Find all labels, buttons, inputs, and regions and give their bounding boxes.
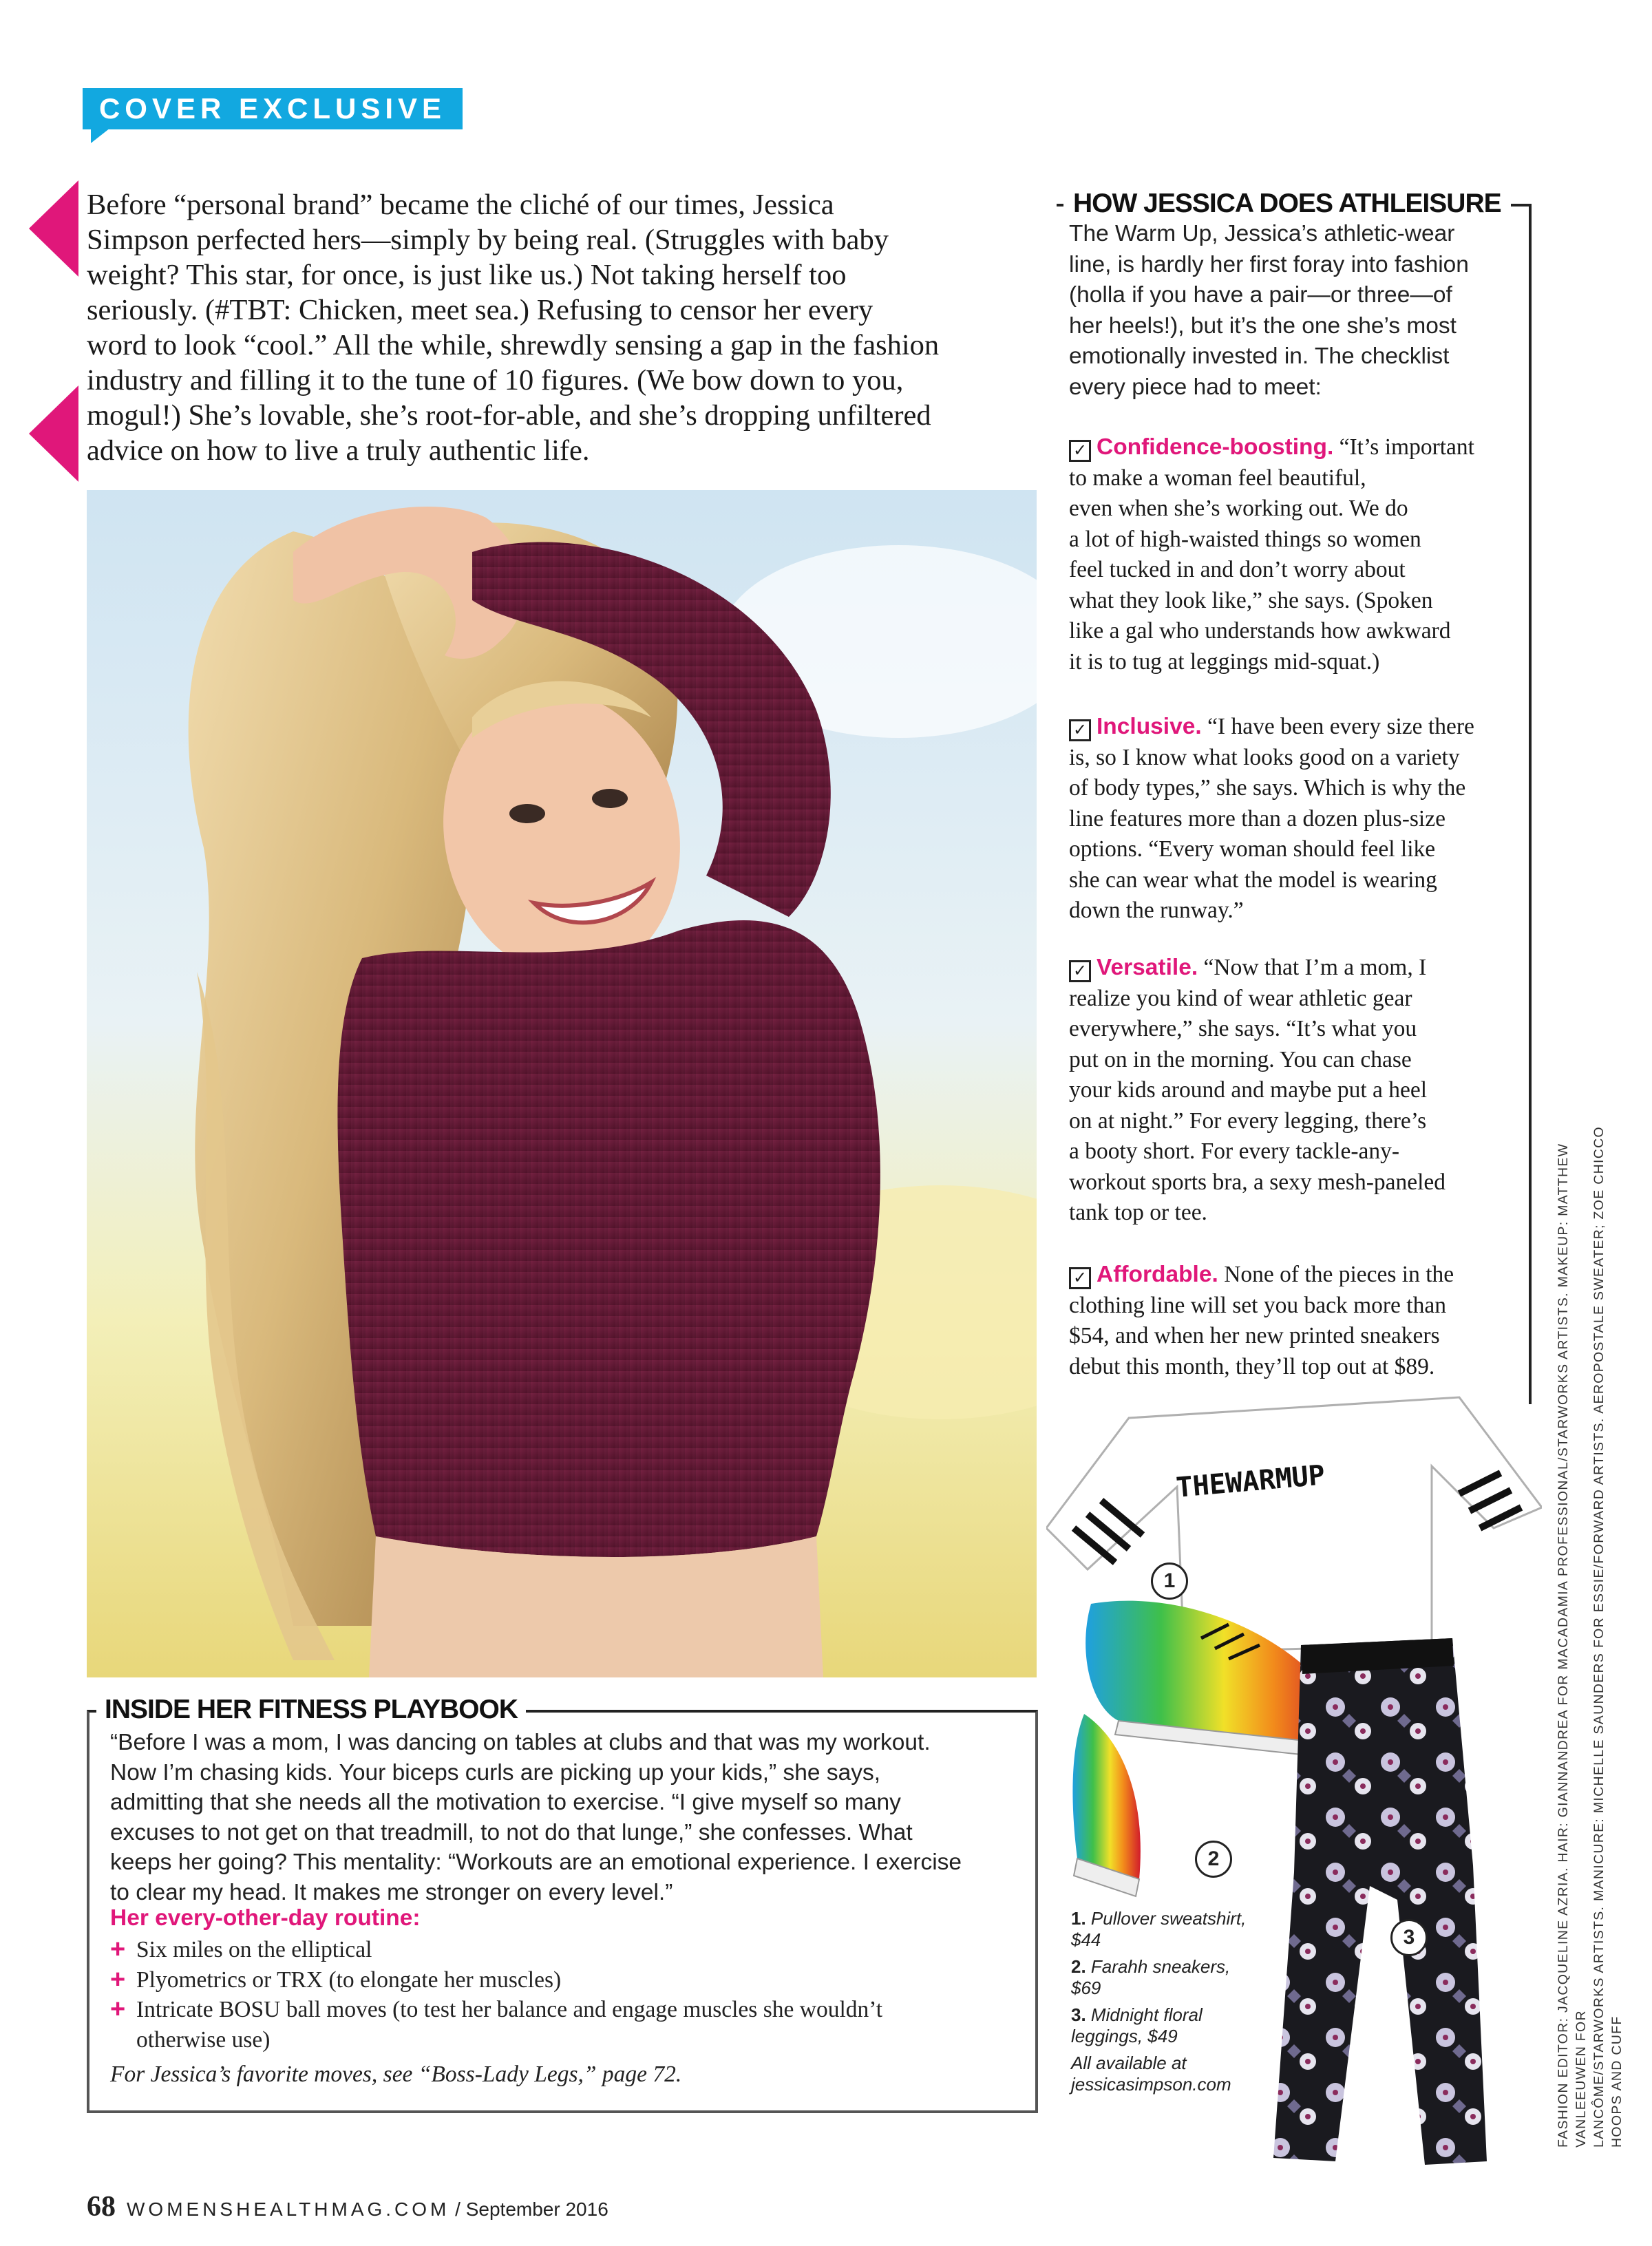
- routine-item: [110, 1995, 1019, 2025]
- routine-item-text: otherwise use): [136, 2026, 271, 2053]
- footer-separator: /: [455, 2199, 460, 2220]
- plus-icon: +: [110, 1935, 126, 1964]
- checklist-line: put on in the morning. You can chase: [1069, 1046, 1412, 1072]
- checklist-line: is, so I know what looks good on a variety: [1069, 744, 1460, 770]
- cover-photo: [87, 490, 1037, 1677]
- checklist-line: she can wear what the model is wearing: [1069, 867, 1437, 893]
- checklist-line: workout sports bra, a sexy mesh-paneled: [1069, 1169, 1446, 1195]
- intro-paragraph: [87, 187, 1037, 468]
- checklist-label: Inclusive.: [1097, 714, 1202, 739]
- checklist-text: “Now that I’m a mom, I: [1203, 955, 1427, 980]
- caption-number: 3.: [1071, 2004, 1086, 2025]
- checklist-text: “It’s important: [1339, 434, 1474, 460]
- fitness-playbook-title: INSIDE HER FITNESS PLAYBOOK: [96, 1693, 526, 1726]
- product-number-badge: 1: [1151, 1562, 1188, 1600]
- product-caption: [1071, 2004, 1264, 2047]
- page-number: 68: [87, 2191, 116, 2223]
- product-captions: [1071, 1908, 1264, 2101]
- shirt-print-text: THEWARMUP: [1174, 1459, 1326, 1504]
- caption-number: 1.: [1071, 1908, 1086, 1929]
- routine-item-text: Plyometrics or TRX (to elongate her muscles): [136, 1967, 562, 1993]
- page-footer: [87, 2187, 608, 2226]
- checklist-item-versatile: [1069, 953, 1523, 1229]
- fitness-footnote: For Jessica’s favorite moves, see “Boss-Lady Legs,” page 72.: [110, 2062, 682, 2087]
- caption-line: Pullover sweatshirt,: [1090, 1908, 1247, 1929]
- athleisure-sidebar-intro: [1069, 219, 1516, 403]
- footer-site[interactable]: WOMENSHEALTHMAG.COM: [127, 2199, 450, 2220]
- routine-item: [110, 1935, 1019, 1965]
- caption-number: 2.: [1071, 1956, 1086, 1977]
- checklist-line: line features more than a dozen plus-size: [1069, 805, 1446, 831]
- checkbox-checked-icon: ✓: [1069, 440, 1091, 462]
- checklist-line: to make a woman feel beautiful,: [1069, 465, 1366, 491]
- checklist-line: feel tucked in and don’t worry about: [1069, 557, 1406, 582]
- checklist-label: Affordable.: [1097, 1262, 1218, 1287]
- checklist-line: down the runway.”: [1069, 898, 1244, 923]
- intro-line: word to look “cool.” All the while, shrewdly sensing a gap in the fashion: [87, 329, 940, 361]
- checklist-line: options. “Every woman should feel like: [1069, 836, 1436, 862]
- product-caption: [1071, 1908, 1264, 1951]
- checklist-line: tank top or tee.: [1069, 1200, 1207, 1225]
- fitness-quote-line: Now I’m chasing kids. Your biceps curls are picking up your kids,” she says,: [110, 1759, 881, 1786]
- routine-item-text: Intricate BOSU ball moves (to test her balance and engage muscles she wouldn’t: [136, 1997, 883, 2022]
- caption-line: Farahh sneakers,: [1090, 1956, 1231, 1977]
- fitness-quote-line: excuses to not get on that treadmill, to not do that lunge,” she confesses. What: [110, 1819, 913, 1845]
- intro-line: industry and filling it to the tune of 10 figures. (We bow down to you,: [87, 364, 904, 396]
- caption-line: $69: [1071, 1978, 1101, 1998]
- checkbox-checked-icon: ✓: [1069, 960, 1091, 982]
- intro-line: Before “personal brand” became the cliché of our times, Jessica: [87, 189, 834, 221]
- credits-line: LANCÔME/STARWORKS ARTISTS. MANICURE: MICHELLE SAUNDERS FOR ESSIE/FORWARD ARTISTS. AEROPOSTALE SWEATER; ZOE CHICCO HOOPS AND CUFF: [1591, 1126, 1624, 2148]
- checklist-line: debut this month, they’ll top out at $89.: [1069, 1353, 1435, 1379]
- fitness-quote: [110, 1728, 1019, 1907]
- availability-link[interactable]: jessicasimpson.com: [1071, 2074, 1231, 2095]
- checklist-line: $54, and when her new printed sneakers: [1069, 1323, 1440, 1348]
- checkbox-checked-icon: ✓: [1069, 719, 1091, 741]
- cover-tag-tail: [91, 128, 110, 143]
- cover-tag-label: COVER EXCLUSIVE: [98, 92, 447, 125]
- checklist-item-inclusive: [1069, 712, 1523, 926]
- routine-heading: Her every-other-day routine:: [110, 1905, 421, 1931]
- footer-issue: September 2016: [465, 2199, 608, 2220]
- checklist-item-affordable: [1069, 1260, 1523, 1382]
- routine-item: [110, 1965, 1019, 1995]
- intro-line: mogul!) She’s lovable, she’s root-for-able, and she’s dropping unfiltered: [87, 399, 931, 432]
- checklist-item-confidence: [1069, 432, 1523, 677]
- fitness-quote-line: “Before I was a mom, I was dancing on tables at clubs and that was my workout.: [110, 1730, 931, 1755]
- checklist-line: everywhere,” she says. “It’s what you: [1069, 1016, 1417, 1041]
- sidebar-intro-line: The Warm Up, Jessica’s athletic-wear: [1069, 221, 1455, 246]
- checklist-line: a booty short. For every tackle-any-: [1069, 1138, 1400, 1164]
- checklist-line: a lot of high-waisted things so women: [1069, 526, 1421, 552]
- intro-line: advice on how to live a truly authentic life.: [87, 434, 590, 467]
- checkbox-checked-icon: ✓: [1069, 1267, 1091, 1289]
- checklist-text: “I have been every size there: [1207, 714, 1474, 739]
- athleisure-sidebar-title: HOW JESSICA DOES ATHLEISURE: [1063, 187, 1511, 220]
- fitness-quote-line: keeps her going? This mentality: “Workouts are an emotional experience. I exercise: [110, 1850, 962, 1875]
- product-number-badge: 2: [1195, 1841, 1232, 1878]
- intro-line: Simpson perfected hers—simply by being real. (Struggles with baby: [87, 224, 889, 256]
- product-number-badge: 3: [1390, 1919, 1428, 1956]
- routine-item-continued: [110, 2025, 1019, 2055]
- plus-icon: +: [110, 1995, 126, 2024]
- pink-quote-mark-icon: [29, 385, 78, 482]
- intro-line: seriously. (#TBT: Chicken, meet sea.) Refusing to censor her every: [87, 294, 873, 326]
- checklist-line: realize you kind of wear athletic gear: [1069, 985, 1412, 1011]
- product-caption: [1071, 1956, 1264, 1999]
- pink-quote-mark-icon: [29, 180, 78, 277]
- sidebar-intro-line: her heels!), but it’s the one she’s most: [1069, 312, 1457, 339]
- checklist-line: like a gal who understands how awkward: [1069, 618, 1451, 644]
- caption-line: Midnight floral: [1090, 2004, 1203, 2025]
- checklist-text: None of the pieces in the: [1224, 1262, 1454, 1287]
- sidebar-intro-line: (holla if you have a pair—or three—of: [1069, 282, 1452, 308]
- caption-line: $44: [1071, 1929, 1101, 1950]
- fitness-quote-line: admitting that she needs all the motivation to exercise. “I give myself so many: [110, 1790, 901, 1815]
- checklist-line: it is to tug at leggings mid-squat.): [1069, 648, 1380, 675]
- routine-item-text: Six miles on the elliptical: [136, 1937, 372, 1962]
- fitness-quote-line: to clear my head. It makes me stronger on every level.”: [110, 1879, 673, 1905]
- credits-line: FASHION EDITOR: JACQUELINE AZRIA. HAIR: GIANNANDREA FOR MACADAMIA PROFESSIONAL/STARWORKS ARTISTS. MAKEUP: MATTHEW VANLEEUWEN FOR: [1556, 1143, 1589, 2148]
- sidebar-intro-line: line, is hardly her first foray into fashion: [1069, 251, 1469, 277]
- availability-note: [1071, 2053, 1264, 2095]
- checklist-label: Confidence-boosting.: [1097, 434, 1334, 460]
- sidebar-intro-line: emotionally invested in. The checklist: [1069, 343, 1450, 369]
- checklist-line: your kids around and maybe put a heel: [1069, 1077, 1428, 1103]
- plus-icon: +: [110, 1964, 126, 1994]
- checklist-line: on at night.” For every legging, there’s: [1069, 1108, 1427, 1134]
- floral-leggings-image: [1267, 1638, 1487, 2168]
- checklist-line: even when she’s working out. We do: [1069, 496, 1408, 521]
- routine-list: [110, 1935, 1019, 2055]
- checklist-label: Versatile.: [1097, 955, 1198, 980]
- intro-line: weight? This star, for once, is just like us.) Not taking herself too: [87, 259, 847, 291]
- checklist-line: what they look like,” she says. (Spoken: [1069, 587, 1433, 613]
- checklist-line: of body types,” she says. Which is why the: [1069, 775, 1466, 801]
- sidebar-intro-line: every piece had to meet:: [1069, 374, 1322, 400]
- photo-credits: [1554, 1074, 1624, 2148]
- checklist-line: clothing line will set you back more than: [1069, 1292, 1446, 1318]
- availability-line: All available at: [1071, 2053, 1187, 2073]
- caption-line: leggings, $49: [1071, 2026, 1178, 2046]
